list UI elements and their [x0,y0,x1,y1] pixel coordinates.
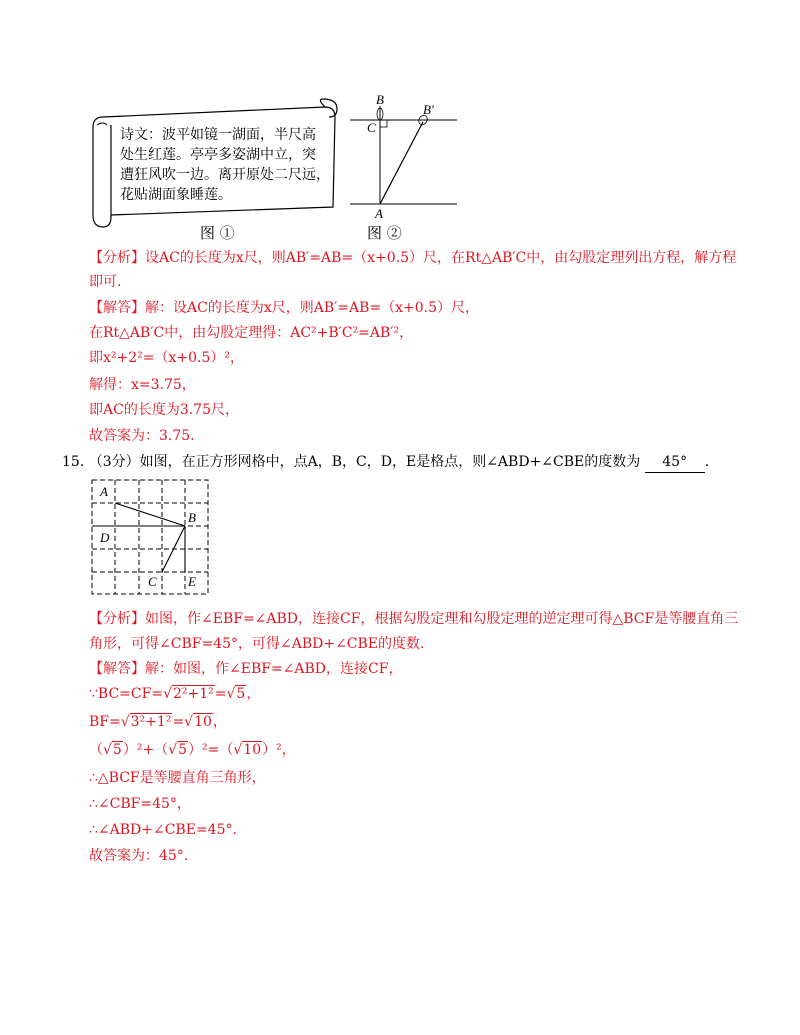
math-text: （ [89,742,103,758]
math-text: BF= [89,714,121,730]
grid-label-A: A [100,484,108,499]
math-text: = [214,686,227,702]
q14-answer-line3: 即x²+2²=（x+0.5）²， [89,350,244,366]
poem-line: 花贴湖面象睡莲。 [120,187,232,203]
question-end: . [704,454,710,470]
grid-label-E: E [188,574,196,589]
q14-answer-line4: 解得：x=3.75， [89,377,196,393]
question-text: 如图，在正方形网格中，点A，B，C，D，E是格点，则∠ABD+∠CBE的度数为 [139,454,641,470]
radical: √5 [226,686,246,702]
lotus-diagram [345,92,465,227]
poem-line: 处生红莲。亭亭多姿湖中立，突 [120,147,316,163]
radical: √2²+1² [163,686,214,702]
analysis-tag: 【分析】 [89,250,145,266]
radical: √5 [103,742,122,758]
poem-line: 诗文：波平如镜一湖面，半尺高 [120,127,316,143]
label-A: A [375,206,383,221]
q15-answer-line8: 故答案为：45°. [89,848,189,864]
radical: √10 [233,742,262,758]
math-text: ∵BC=CF= [89,686,164,702]
math-text: ）²=（ [188,742,234,758]
grid-figure [88,476,214,598]
radical: √10 [184,714,212,730]
q15-analysis-line1 [89,609,738,629]
question-score: （3分） [88,454,140,470]
radical: √5 [168,742,188,758]
q14-answer-line2: 在Rt△AB′C中，由勾股定理得：AC²+B′C²=AB′²， [89,325,414,341]
radicand: 10 [243,742,262,758]
grid-label-B: B [188,510,196,525]
figure1-caption: 图 ① [200,224,235,242]
q14-answer-line1 [89,298,479,318]
question-number: 15. [62,454,85,470]
q14-analysis-line1 [89,248,736,268]
grid-label-D: D [100,530,110,545]
q15-answer-line1 [89,659,402,679]
q15-answer-line7: ∴∠ABD+∠CBE=45°. [89,822,237,838]
q15-analysis-line2: 角形，可得∠CBF=45°，可得∠ABD+∠CBE的度数. [89,636,425,652]
analysis-tag: 【分析】 [89,611,145,627]
answer-text: 解：设AC的长度为x尺，则AB′=AB=（x+0.5）尺， [145,300,480,316]
radicand: 5 [178,742,188,758]
q14-analysis-line2: 即可. [89,274,122,290]
poem-text [120,125,340,205]
label-B-prime: B′ [423,102,434,117]
q15-answer-line2 [89,684,260,704]
math-text: = [172,714,185,730]
math-text: ）²+（ [122,742,169,758]
label-C: C [367,120,376,135]
answer-text: 解：如图，作∠EBF=∠ABD，连接CF， [145,661,403,677]
math-text: ， [246,686,261,702]
q14-answer-line5: 即AC的长度为3.75尺， [89,402,239,418]
radical: √3²+1² [120,714,172,730]
radicand: 5 [112,742,122,758]
q15-answer-line6: ∴∠CBF=45°， [89,796,191,812]
radicand: 3²+1² [130,714,172,730]
math-text: ， [212,714,227,730]
poem-line: 遭狂风吹一边。离开原处二尺远， [120,167,330,183]
radicand: 10 [194,714,212,730]
analysis-text: 设AC的长度为x尺，则AB′=AB=（x+0.5）尺，在Rt△AB′C中，由勾股定理列出方程，解方程 [145,250,737,266]
radicand: 2²+1² [172,686,214,702]
q15-answer-line5: ∴△BCF是等腰直角三角形， [89,770,266,786]
radicand: 5 [236,686,246,702]
analysis-text: 如图，作∠EBF=∠ABD，连接CF，根据勾股定理和勾股定理的逆定理可得△BCF是等腰直角三 [145,611,739,627]
answer-blank: 45° [645,452,705,473]
q15-answer-line4 [89,740,296,760]
q15-answer-line3 [89,712,227,732]
answer-tag: 【解答】 [89,661,145,677]
math-text: ）²， [262,742,296,758]
figure2-caption: 图 ② [367,224,402,242]
answer-tag: 【解答】 [89,300,145,316]
grid-label-C: C [148,574,157,589]
q15-stem [62,452,709,473]
label-B: B [376,92,384,107]
q14-answer-line6: 故答案为：3.75. [89,428,195,444]
